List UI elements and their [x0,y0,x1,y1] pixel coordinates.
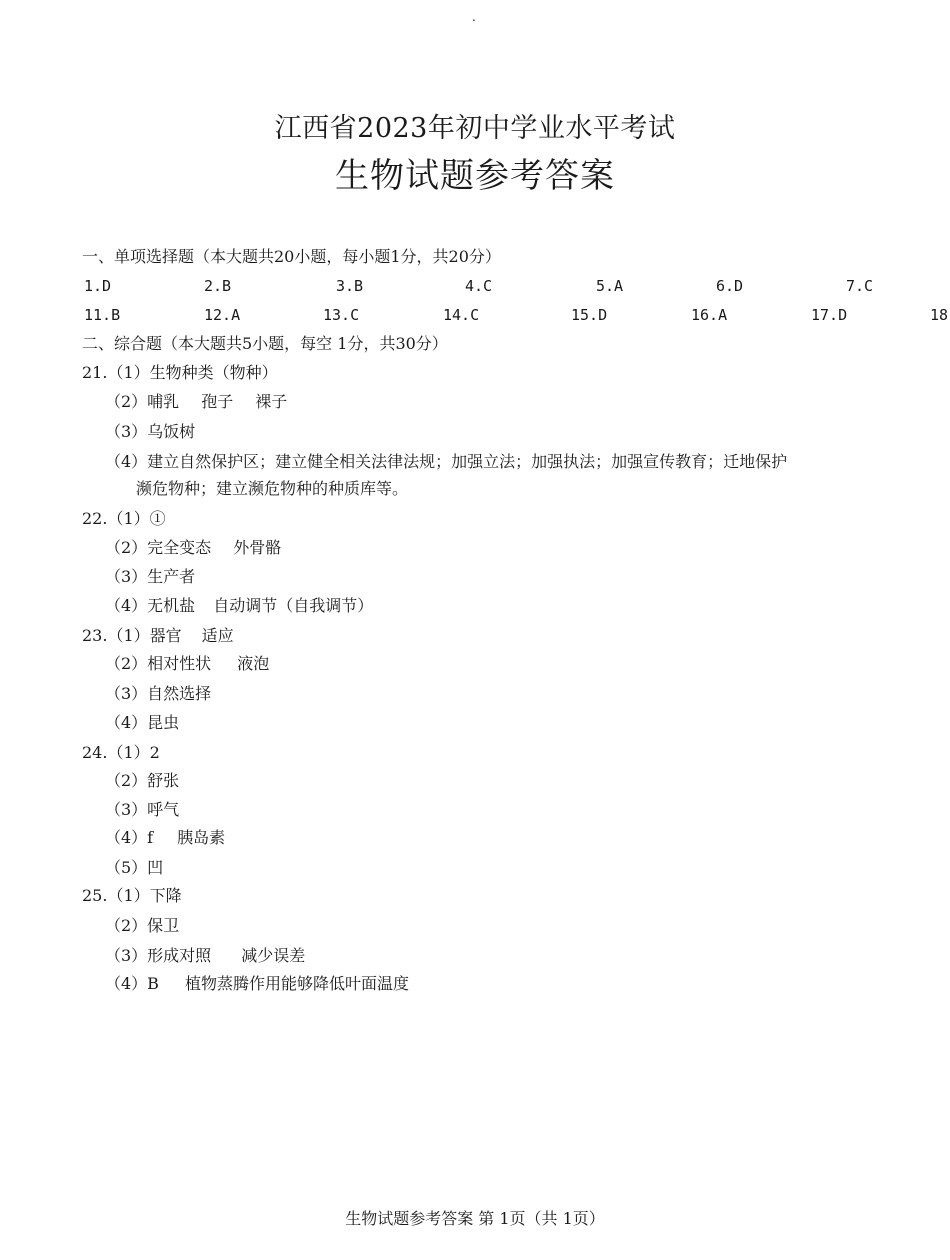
q24-part2: （2）舒张 [105,771,180,790]
q22-part4-a: （4）无机盐 [105,596,196,615]
answer-17: 17.D [811,306,848,324]
answer-13: 13.C [323,306,360,324]
q25-part3 [105,945,305,967]
q21-part1: 21.（1）生物种类（物种） [82,363,278,382]
answer-1: 1.D [84,277,112,295]
q24-part1: 24.（1）2 [82,743,160,762]
q23-part1 [82,625,234,647]
q22-part4-b: 自动调节（自我调节） [213,596,374,615]
answer-6: 6.D [716,277,744,295]
answer-11: 11.B [84,306,121,324]
section2-heading: 二、综合题（本大题共5小题，每空 1分，共30分） [82,334,448,353]
q22-part2 [105,537,281,559]
q22-part3: （3）生产者 [105,567,196,586]
answer-18: 18 [930,306,949,324]
q25-part3-a: （3）形成对照 [105,946,212,965]
q21-part3: （3）乌饭树 [105,422,196,441]
answer-3: 3.B [336,277,364,295]
doc-title-answers: 生物试题参考答案 [335,156,615,196]
q22-part2-b: 外骨骼 [233,538,282,557]
answer-2: 2.B [204,277,232,295]
q21-part2 [105,391,287,413]
q23-part2-a: （2）相对性状 [105,654,212,673]
section1-heading: 一、单项选择题（本大题共20小题，每小题1分，共20分） [82,247,501,266]
q25-part4 [105,973,409,995]
answer-4: 4.C [465,277,493,295]
answer-14: 14.C [443,306,480,324]
q25-part4-a: （4）B [105,974,159,993]
q24-part4-b: 胰岛素 [177,828,226,847]
q24-part4 [105,827,225,849]
q21-part4-line2: 濒危物种；建立濒危物种的种质库等。 [136,479,409,498]
q21-part2-a: （2）哺乳 [105,392,180,411]
q23-part1-b: 适应 [201,626,234,645]
doc-title-exam: 江西省2023年初中学业水平考试 [274,113,676,144]
q25-part1: 25.（1）下降 [82,886,182,905]
q21-part4-line1: （4）建立自然保护区；建立健全相关法律法规；加强立法；加强执法；加强宣传教育；迁地保护 [105,452,788,471]
q23-part2 [105,653,269,675]
q25-part2: （2）保卫 [105,916,180,935]
q24-part5: （5）凹 [105,858,164,877]
page-dot: . [472,10,476,24]
q25-part3-b: 减少误差 [241,946,306,965]
q22-part1: 22.（1）① [82,509,166,528]
q22-part4 [105,595,373,617]
q24-part3: （3）呼气 [105,800,180,819]
answer-16: 16.A [691,306,728,324]
answer-15: 15.D [571,306,608,324]
q21-part2-b: 孢子 [201,392,234,411]
q24-part4-a: （4）f [105,828,154,847]
q22-part2-a: （2）完全变态 [105,538,212,557]
answer-12: 12.A [204,306,241,324]
q25-part4-b: 植物蒸腾作用能够降低叶面温度 [184,974,409,993]
q21-part2-c: 裸子 [255,392,288,411]
answer-5: 5.A [596,277,624,295]
q23-part4: （4）昆虫 [105,713,180,732]
answer-7: 7.C [846,277,874,295]
q23-part1-a: 23.（1）器官 [82,626,182,645]
q23-part2-b: 液泡 [237,654,270,673]
page-footer: 生物试题参考答案 第 1页（共 1页） [345,1209,605,1228]
q23-part3: （3）自然选择 [105,684,212,703]
